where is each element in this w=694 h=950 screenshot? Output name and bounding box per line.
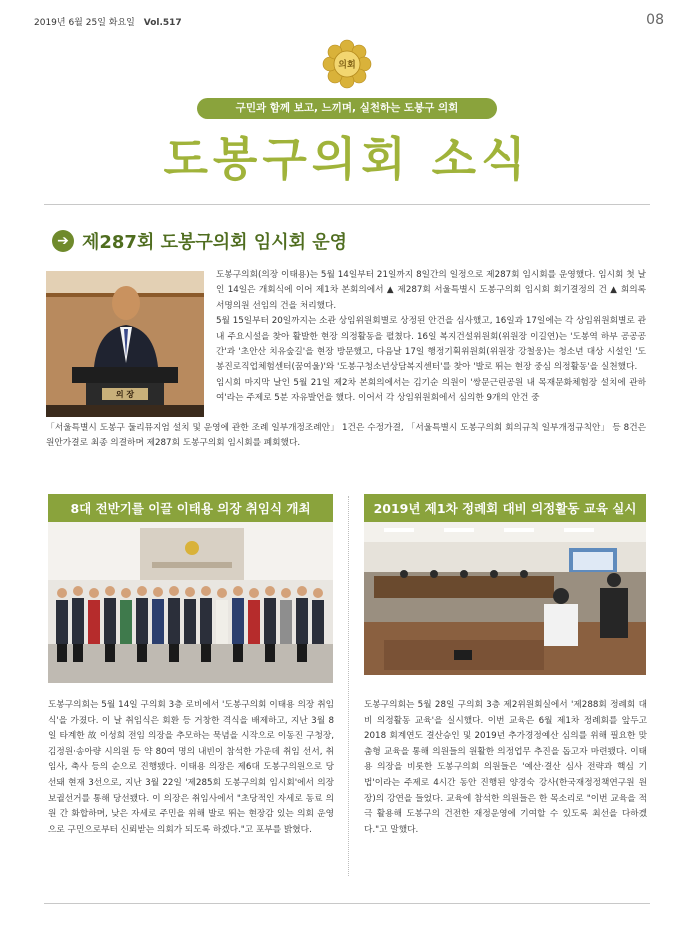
right-column-title: 2019년 제1차 정례회 대비 의정활동 교육 실시 (364, 494, 646, 523)
council-emblem-icon (321, 38, 373, 90)
section-heading (52, 228, 347, 254)
section-paragraph-3b: 「서울특별시 도봉구 둘리뮤지엄 설치 및 운영에 관한 조례 일부개정조례안」 1건은 수정가결, 「서울특별시 도봉구의회 회의규칙 일부개정규칙안」 등 8건은 원안가결로 최종 의결하며 제287회 도봉구의회 임시회를 폐회했다. (46, 423, 646, 449)
column-separator (348, 496, 349, 876)
speaker-sign-label: 의 장 (115, 390, 135, 399)
section-paragraph-2: 5월 15일부터 20일까지는 소관 상임위원회별로 상정된 안건을 심사했고, 16일과 17일에는 각 상임위원회별로 관내 주요시설을 찾아 활발한 현장 의정활동을 펼쳤다. 16일 복지건설위원회(위원장 이길연)는 '도봉역 하부 공공공간'과 '초안산 치유숲길'을 현장 방문했고, 다음날 17일 행정기획위원회(위원장 강철웅)는 청소년 대상 시설인 '도봉진로직업체험센터(꿈여울)'와 '도봉구청소년상담복지센터'를 찾아 '발로 뛰는 현장 중심 의정활동'을 실천했다. (216, 316, 646, 373)
arrow-right-icon: ➔ (52, 230, 74, 252)
left-column-body: 도봉구의회는 5월 14일 구의회 3층 로비에서 '도봉구의회 이태용 의장 취임식'을 가졌다. 이 날 취임식은 회환 등 거창한 격식을 배제하고, 지난 3월 8일 타계한 故 이성희 전임 의장을 추모하는 묵념을 시작으로 이동진 구청장, 김정원·송아량 시의원 등 약 80여 명의 내빈이 참석한 가운데 취임 선서, 취임사, 축사 등의 순으로 진행됐다. 이태용 의장은 제6대 도봉구의원으로 당선돼 현재 3선으로, 지난 3월 22일 '제285회 도봉구의회 임시회'에서 의장 보궐선거를 통해 당선됐다. 이 의장은 취임사에서 "초당적인 자세로 동료 의원 간 화합하며, 낮은 자세로 주민을 위해 발로 뛰는 현장감 있는 의회 운영으로 구민으로부터 신뢰받는 의회가 되도록 하겠다."고 포부를 밝혔다. (48, 700, 334, 835)
emblem-label: 의회 (338, 60, 356, 71)
left-column-title: 8대 전반기를 이끌 이태용 의장 취임식 개최 (48, 494, 333, 523)
divider-top (44, 204, 650, 205)
page-title: 도봉구의회 소식 (163, 132, 531, 186)
section-title: 제287회 도봉구의회 임시회 운영 (82, 232, 348, 253)
issue-volume: Vol.517 (143, 18, 182, 28)
right-column-body: 도봉구의회는 5월 28일 구의회 3층 제2위원회실에서 '제288회 정례회 대비 의정활동 교육'을 실시했다. 이번 교육은 6월 제1차 정례회를 앞두고 2018 회계연도 결산승인 및 2019년 추가경정예산 심의를 위해 필요한 맞춤형 교육을 통해 의원들의 원활한 의정업무 추진을 돕고자 마련됐다. 이태용 의장을 비롯한 도봉구의회 의원들은 '예산·결산 심사 전략과 핵심 기법'이라는 주제로 4시간 동안 진행된 양경숙 강사(한국재정정책연구원 원장)의 강연을 들었다. 교육에 참석한 의원들은 한 목소리로 "이번 교육을 적극 활용해 도봉구의 건전한 재정운영에 기여할 수 있도록 최선을 다하겠다."고 말했다. (364, 700, 647, 835)
divider-bottom (44, 903, 650, 904)
issue-date: 2019년 6월 25일 화요일 (34, 18, 135, 28)
section-body (216, 268, 646, 407)
chairman-speech-photo (46, 271, 204, 417)
section-paragraph-1: 도봉구의회(의장 이태용)는 5월 14일부터 21일까지 8일간의 일정으로 제287회 임시회를 운영했다. 임시회 첫 날인 14일은 개회식에 이어 제1차 본회의에서 ▲ 제287회 서울특별시 도봉구의회 임시회 회기결정의 건 ▲ 회의록 서명의원 선임의 건을 처리했다. (216, 270, 646, 311)
page-number: 08 (646, 12, 664, 28)
education-session-photo (364, 522, 646, 675)
header-date (34, 15, 182, 28)
section-paragraph-3a: 임시회 마지막 날인 5월 21일 제2차 본회의에서는 김기순 의원이 '쌍문근린공원 내 목재문화체험장 설치에 관하여'라는 주제로 5분 자유발언을 했다. 이어서 각 상임위원회에서 심의한 9개의 안건 중 (216, 377, 646, 404)
slogan-banner: 구민과 함께 보고, 느끼며, 실천하는 도봉구 의회 (197, 98, 497, 119)
inauguration-group-photo (48, 522, 333, 683)
